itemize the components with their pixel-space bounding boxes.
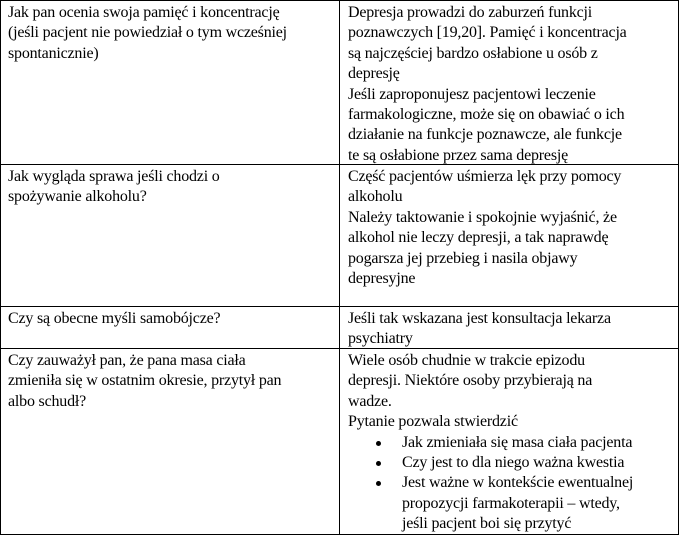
cell-text: alkoholu (348, 188, 403, 206)
table-row (1, 307, 678, 349)
bullet-icon (376, 461, 381, 466)
cell-text: zmieniła się w ostatnim okresie, przytył pan (8, 372, 282, 390)
bullet-icon (376, 441, 381, 446)
cell-text: są najczęściej bardzo osłabione u osób z (348, 44, 598, 62)
table-row (1, 1, 678, 165)
question-cell (1, 1, 340, 164)
bullet-icon (376, 481, 381, 486)
question-cell (1, 349, 340, 534)
cell-text: pogarsza jej przebieg i nasila objawy (348, 249, 578, 267)
cell-text: Czy zauważył pan, że pana masa ciała (8, 352, 246, 369)
cell-text: Należy taktowanie i spokojnie wyjaśnić, że (348, 208, 617, 226)
cell-text: depresję (348, 65, 400, 83)
cell-text: spożywanie alkoholu? (8, 188, 147, 206)
cell-text: Jak pan ocenia swoja pamięć i koncentrację (8, 4, 280, 21)
bullet-list (348, 433, 678, 535)
bullet-item (348, 473, 678, 534)
cell-text: Wiele osób chudnie w trakcie epizodu (348, 352, 585, 369)
cell-text: Część pacjentów uśmierza lęk przy pomocy (348, 168, 622, 185)
table-row (1, 349, 678, 534)
cell-text: propozycji farmakoterapii – wtedy, (402, 494, 620, 512)
cell-text: (jeśli pacjent nie powiedział o tym wcześniej (8, 24, 287, 42)
cell-text: psychiatry (348, 330, 413, 348)
cell-text: Czy jest to dla niego ważna kwestia (402, 454, 625, 472)
question-cell (1, 165, 340, 306)
cell-text: depresyjne (348, 270, 416, 288)
cell-text: poznawczych [19,20]. Pamięć i koncentracja (348, 24, 627, 42)
cell-text: albo schudł? (8, 392, 87, 410)
cell-text: Jeśli zaproponujesz pacjentowi leczenie (348, 85, 596, 103)
cell-text: spontanicznie) (8, 44, 99, 62)
cell-text: Pytanie pozwala stwierdzić (348, 413, 518, 431)
cell-text: Jeśli tak wskazana jest konsultacja lekarza (348, 310, 611, 327)
answer-cell (341, 1, 678, 164)
cell-text: Jak zmieniała się masa ciała pacjenta (402, 433, 633, 451)
cell-text: depresji. Niektóre osoby przybierają na (348, 372, 593, 390)
bullet-item (348, 453, 678, 473)
cell-text: farmakologiczne, może się on obawiać o ich (348, 106, 625, 124)
answer-cell (341, 307, 678, 348)
cell-text: Depresja prowadzi do zaburzeń funkcji (348, 4, 593, 21)
cell-text: Jak wygląda sprawa jeśli chodzi o (8, 168, 220, 185)
table-row (1, 165, 678, 307)
answer-cell (341, 349, 678, 534)
cell-text: wadze. (348, 392, 392, 410)
question-cell (1, 307, 340, 348)
cell-text: te są osłabione przez sama depresję (348, 146, 569, 164)
cell-text: jeśli pacjent boi się przytyć (402, 515, 572, 533)
cell-text: Czy są obecne myśli samobójcze? (8, 310, 221, 327)
answer-cell (341, 165, 678, 306)
cell-text: działanie na funkcje poznawcze, ale funkcje (348, 126, 622, 144)
cell-text: Jest ważne w kontekście ewentualnej (402, 474, 634, 492)
cell-text: alkohol nie leczy depresji, a tak naprawdę (348, 229, 609, 247)
bullet-item (348, 433, 678, 453)
